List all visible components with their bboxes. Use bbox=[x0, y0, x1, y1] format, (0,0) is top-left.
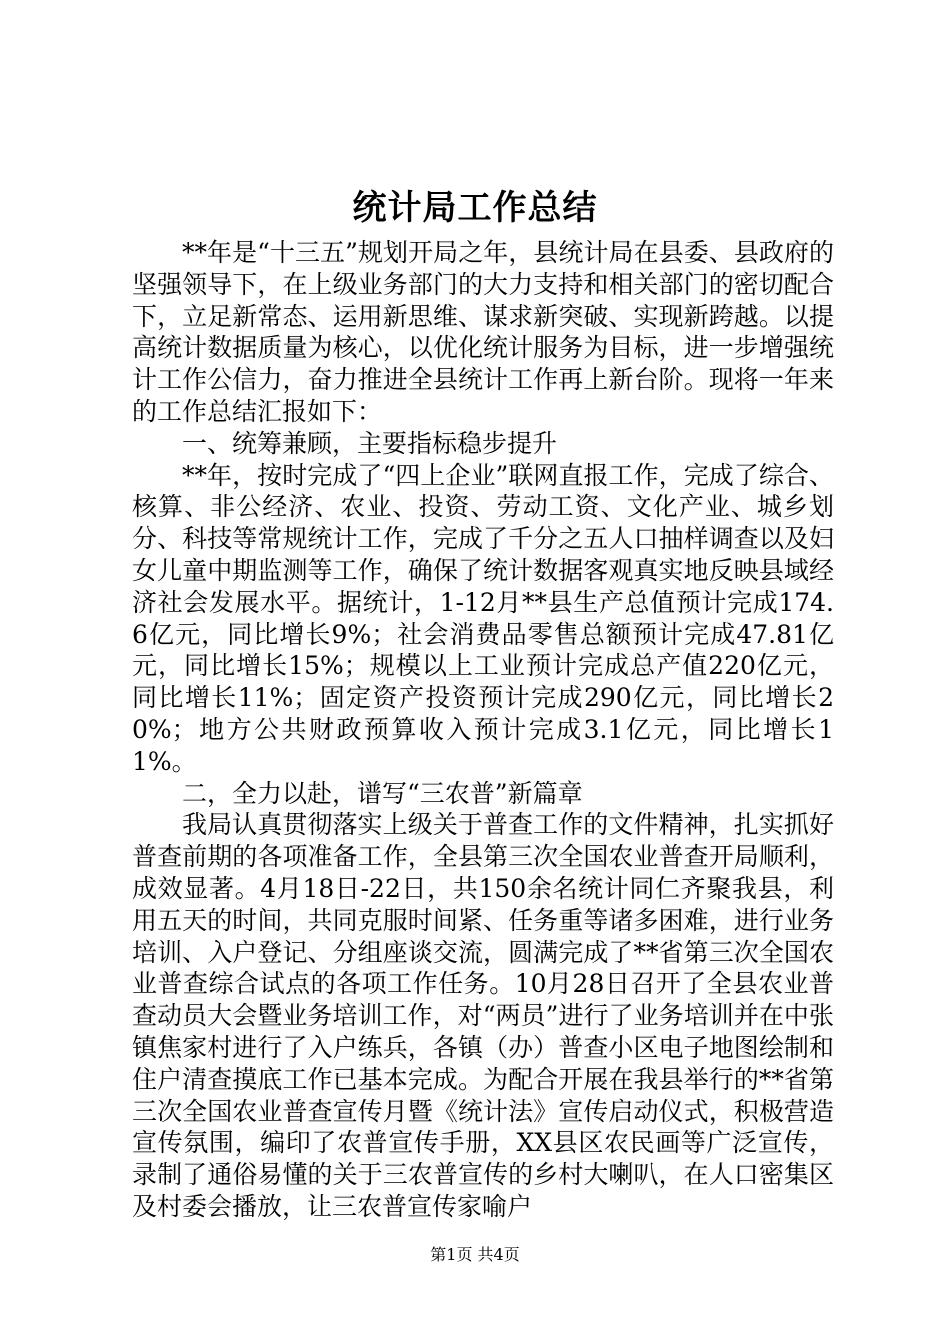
section-heading-1: 一、统筹兼顾，主要指标稳步提升 bbox=[182, 428, 558, 458]
document-body bbox=[132, 237, 834, 1223]
page-number-footer: 第1页 共4页 bbox=[430, 1245, 520, 1264]
section-heading-2: 二，全力以赴，谱写“三农普”新篇章 bbox=[182, 778, 583, 808]
intro-paragraph: **年是“十三五”规划开局之年，县统计局在县委、县政府的坚强领导下，在上级业务部门的大力支持和相关部门的密切配合下，立足新常态、运用新思维、谋求新突破、实现新跨越。以提高统计数据质量为核心，以优化统计服务为目标，进一步增强统计工作公信力，奋力推进全县统计工作再上新台阶。现将一年来的工作总结汇报如下： bbox=[132, 238, 834, 426]
page-title: 统计局工作总结 bbox=[352, 188, 598, 228]
section-paragraph-1: **年，按时完成了“四上企业”联网直报工作，完成了综合、核算、非公经济、农业、投资、劳动工资、文化产业、城乡划分、科技等常规统计工作，完成了千分之五人口抽样调查以及妇女儿童中期监测等工作，确保了统计数据客观真实地反映县域经济社会发展水平。据统计，1-12月**县生产总值预计完成174.6亿元，同比增长9%；社会消费品零售总额预计完成47.81亿元，同比增长15%；规模以上工业预计完成总产值220亿元，同比增长11%；固定资产投资预计完成290亿元，同比增长20%；地方公共财政预算收入预计完成3.1亿元，同比增长11%。 bbox=[132, 460, 834, 776]
section-paragraph-2: 我局认真贯彻落实上级关于普查工作的文件精神，扎实抓好普查前期的各项准备工作，全县第三次全国农业普查开局顺利，成效显著。4月18日-22日，共150余名统计同仁齐聚我县，利用五天的时间，共同克服时间紧、任务重等诸多困难，进行业务培训、入户登记、分组座谈交流，圆满完成了**省第三次全国农业普查综合试点的各项工作任务。10月28日召开了全县农业普查动员大会暨业务培训工作，对“两员”进行了业务培训并在中张镇焦家村进行了入户练兵，各镇（办）普查小区电子地图绘制和住户清查摸底工作已基本完成。为配合开展在我县举行的**省第三次全国农业普查宣传月暨《统计法》宣传启动仪式，积极营造宣传氛围，编印了农普宣传手册，XX县区农民画等广泛宣传，录制了通俗易懂的关于三农普宣传的乡村大喇叭，在人口密集区及村委会播放，让三农普宣传家喻户 bbox=[132, 810, 834, 1221]
